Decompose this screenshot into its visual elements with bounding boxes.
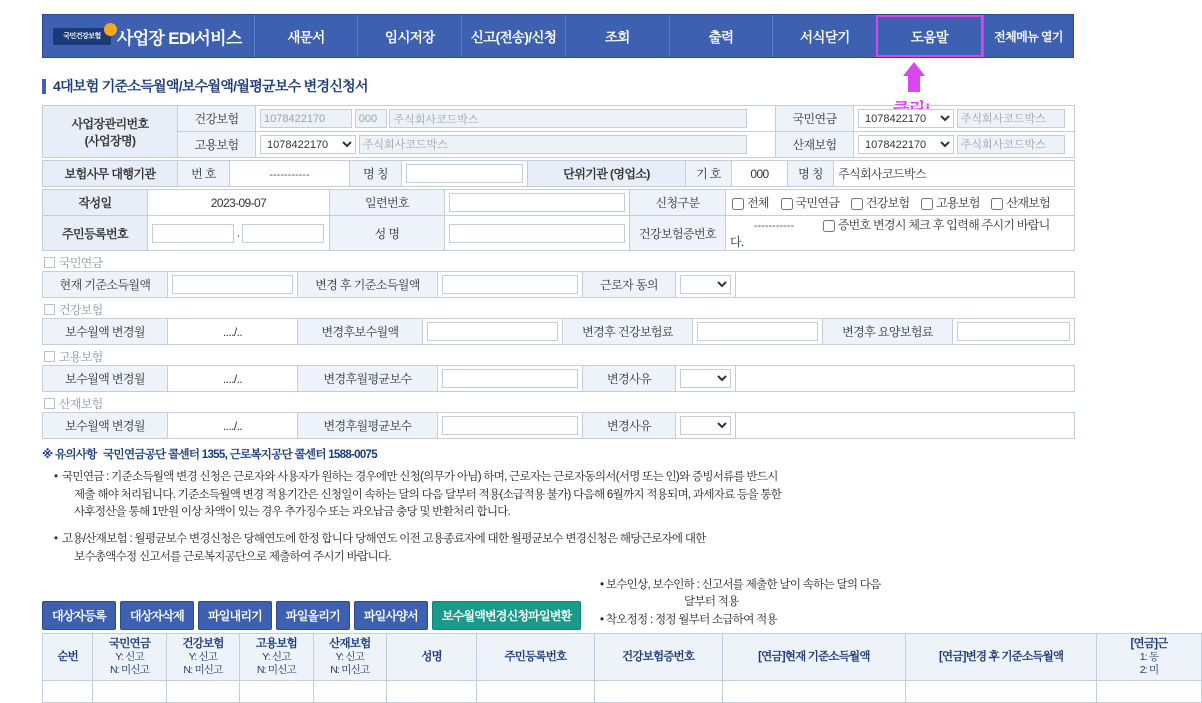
new-base-income-input[interactable]: [442, 275, 578, 294]
col-main: 건강보험증번호: [622, 650, 695, 663]
health-care-fee-input[interactable]: [957, 322, 1070, 341]
apply-type-all-label: 전체: [747, 196, 769, 210]
employ-no-select[interactable]: [260, 135, 356, 154]
table-row: [43, 319, 1075, 345]
table-row: [43, 413, 1075, 439]
employment-detail-table: [42, 365, 1075, 392]
delete-target-button[interactable]: 대상자삭제: [120, 601, 194, 630]
notice-header: [42, 447, 1074, 465]
accident-name-input[interactable]: [957, 135, 1065, 154]
apply-type-employ-checkbox[interactable]: [921, 198, 933, 210]
apply-type-pension[interactable]: [779, 196, 840, 210]
grid-col-name: [386, 634, 476, 681]
apply-type-label: 신청구분: [630, 190, 726, 216]
health-new-pay-label: 변경후보수월액: [298, 319, 423, 345]
col-sub: Y: 신고 N: 미신고: [183, 651, 223, 676]
ssn-cell: .: [148, 216, 330, 251]
health-care-fee-cell: [953, 319, 1075, 345]
person-name-label: 성 명: [330, 216, 445, 251]
new-base-income-label: 변경 후 기준소득월액: [298, 272, 438, 298]
employ-name-input[interactable]: [359, 135, 747, 154]
apply-type-all[interactable]: [730, 196, 769, 210]
table-row: [43, 272, 1075, 298]
brand-title-text: 사업장 EDI서비스: [117, 28, 242, 48]
pointer-arrow-stem-icon: [908, 74, 920, 92]
file-spec-button[interactable]: 파일사양서: [354, 601, 428, 630]
grid-cell: [240, 680, 313, 702]
table-row: [43, 190, 1075, 216]
table-row: [43, 132, 1075, 158]
agency-no-label: 번 호: [178, 161, 230, 187]
serial-no-cell: [445, 190, 630, 216]
section-header-pension: [42, 254, 1074, 271]
target-list-grid: [42, 633, 1168, 703]
table-row: [43, 366, 1075, 392]
accident-new-avg-pay-cell: [438, 413, 583, 439]
apply-type-accident-label: 산재보험: [1006, 196, 1051, 210]
section-checkbox-icon[interactable]: [44, 304, 55, 315]
employ-new-avg-pay-input[interactable]: [442, 369, 578, 388]
apply-type-cell: [726, 190, 1075, 216]
nav-item-inquiry[interactable]: [565, 15, 669, 57]
grid-col-health: [166, 634, 239, 681]
health-new-fee-cell: [693, 319, 823, 345]
accident-insurance-fields: [854, 132, 1075, 158]
notice-line: 사후정산을 통해 1만원 이상 차액이 있는 경우 추가징수 또는 과오납금 충당 및 반환처리 합니다.: [74, 506, 511, 519]
nhis-logo-icon: [53, 28, 111, 45]
grid-col-employment: [240, 634, 313, 681]
health-insurance-fields: [256, 106, 776, 132]
logo-text: 국민건강보험: [63, 32, 101, 40]
section-checkbox-icon[interactable]: [44, 398, 55, 409]
brand-title: [117, 24, 242, 49]
file-download-button[interactable]: 파일내리기: [198, 601, 272, 630]
grid-cell: [1097, 680, 1202, 702]
grid-cell: [93, 680, 166, 702]
grid-col-accident: [313, 634, 386, 681]
accident-change-reason-label: 변경사유: [583, 413, 676, 439]
employ-change-reason-cell: [676, 366, 736, 392]
grid-cell: [477, 680, 594, 702]
grid-table: [42, 633, 1202, 703]
pay-change-file-convert-button[interactable]: 보수월액변경신청파일변환: [432, 601, 582, 630]
serial-no-label: 일련번호: [330, 190, 445, 216]
pension-spacer-cell: [736, 272, 1075, 298]
card-change-checkbox[interactable]: [823, 220, 835, 232]
grid-col-health-card-no: [594, 634, 722, 681]
agency-name-label: 명 칭: [350, 161, 402, 187]
notice-header-mark: ※ 유의사항: [42, 449, 97, 461]
application-info-table: [42, 189, 1075, 251]
accident-detail-table: [42, 412, 1075, 439]
accident-no-select[interactable]: [858, 135, 954, 154]
col-sub: Y: 신고 N: 미신고: [110, 651, 150, 676]
agency-no-cell: [230, 161, 350, 187]
workplace-mgmt-no-label: [43, 106, 178, 158]
nav-item-close-form[interactable]: [772, 15, 876, 57]
grid-col-current-base-income: [722, 634, 906, 681]
right-notes: [600, 577, 881, 629]
employ-change-month-value[interactable]: ..../..: [168, 366, 298, 392]
serial-no-input[interactable]: [449, 193, 625, 212]
unit-name-value: 주식회사코드박스: [834, 161, 1075, 187]
nav-label: 서식닫기: [799, 30, 850, 45]
grid-header-row: [43, 634, 1202, 681]
col-main: 성명: [421, 650, 442, 663]
col-main: 산재보험: [329, 638, 371, 650]
nav-label: 조회: [604, 30, 630, 45]
pension-no-select[interactable]: [858, 109, 954, 128]
apply-type-accident[interactable]: [989, 196, 1050, 210]
table-row: [43, 106, 1075, 132]
grid-col-ssn: [477, 634, 594, 681]
grid-col-pension: [93, 634, 166, 681]
card-change-note: 증번호 변경시 체크 후 입력해 주시기 바랍니다.: [730, 218, 1050, 249]
section-label: 건강보험: [59, 303, 103, 317]
section-label: 국민연금: [59, 256, 103, 270]
register-target-button[interactable]: 대상자등록: [42, 601, 116, 630]
grid-col-new-base-income: [906, 634, 1097, 681]
grid-cell: [386, 680, 476, 702]
apply-type-accident-checkbox[interactable]: [991, 198, 1003, 210]
file-upload-button[interactable]: 파일올리기: [276, 601, 350, 630]
section-header-health: [42, 301, 1074, 318]
employ-change-reason-label: 변경사유: [583, 366, 676, 392]
grid-col-pension-consent: [1097, 634, 1202, 681]
col-main: 순번: [57, 650, 78, 663]
col-main: 건강보험: [182, 638, 224, 650]
grid-cell: [313, 680, 386, 702]
col-sub: Y: 신고 N: 미신고: [256, 651, 296, 676]
col-sub: Y: 신고 N: 미신고: [330, 651, 370, 676]
health-care-fee-label: 변경후 요양보험료: [823, 319, 953, 345]
section-header-employment: [42, 348, 1074, 365]
apply-type-health-checkbox[interactable]: [851, 198, 863, 210]
nav-item-print[interactable]: [669, 15, 773, 57]
form-container: [42, 105, 1074, 439]
section-label: 고용보험: [59, 350, 103, 364]
pension-label: 국민연금: [776, 106, 854, 132]
employment-insurance-label: 고용보험: [178, 132, 256, 158]
nav-label: 출력: [708, 30, 734, 45]
notice-line: 국민연금 : 기준소득월액 변경 신청은 근로자와 사용자가 원하는 경우에만 신청(의무가 아님) 하며, 근로자는 근로자동의서(서명 또는 인)와 증빙서류를 반드시: [62, 470, 778, 483]
ssn-front-input[interactable]: [152, 224, 234, 243]
write-date-label: 작성일: [43, 190, 148, 216]
accident-new-avg-pay-input[interactable]: [442, 416, 578, 435]
nav-label: 신고(전송)/신청: [470, 30, 557, 45]
accident-insurance-label: 산재보험: [776, 132, 854, 158]
current-base-income-label: 현재 기준소득월액: [43, 272, 168, 298]
action-button-bar: [42, 601, 581, 630]
apply-type-all-checkbox[interactable]: [732, 198, 744, 210]
health-new-pay-input[interactable]: [427, 322, 558, 341]
employ-new-avg-pay-cell: [438, 366, 583, 392]
health-change-month-value[interactable]: ..../..: [168, 319, 298, 345]
col-main: 고용보험: [255, 638, 297, 650]
current-base-income-cell: [168, 272, 298, 298]
agency-name-cell: [402, 161, 528, 187]
worker-consent-cell: [676, 272, 736, 298]
notice-line: 제출 해야 처리됩니다. 기준소득월액 변경 적용기간은 신청일이 속하는 달의 다음 달부터 적용(소급적용 불가) 다음해 6월까지 적용되며, 과세자료 등을 통한: [74, 488, 782, 501]
page-title: [42, 76, 368, 96]
health-no-input[interactable]: [260, 109, 352, 128]
col-main: [연금]현재 기준소득월액: [758, 650, 870, 663]
grid-cell: [43, 680, 93, 702]
worker-consent-select[interactable]: [680, 275, 731, 294]
nav-label: 전체메뉴 열기: [994, 29, 1063, 44]
table-row[interactable]: [43, 680, 1202, 702]
table-row: [43, 216, 1075, 251]
health-card-no-label: 건강보험증번호: [630, 216, 726, 251]
agency-label: 보험사무 대행기관: [43, 161, 178, 187]
right-note-line-3: • 착오정정 : 정정 월부터 소급하여 적용: [600, 613, 777, 626]
logo-dot-icon: [104, 23, 117, 36]
agency-name-input[interactable]: [406, 164, 523, 183]
nav-item-submit[interactable]: [461, 15, 565, 57]
apply-type-pension-label: 국민연금: [795, 196, 840, 210]
notice-item-employment: [54, 531, 1074, 567]
grid-cell: [594, 680, 722, 702]
right-note-line-1: • 보수인상, 보수인하 : 신고서를 제출한 날이 속하는 달의 다음: [600, 579, 881, 591]
nav-item-new-doc[interactable]: [254, 15, 358, 57]
employ-new-avg-pay-label: 변경후월평균보수: [298, 366, 438, 392]
workplace-info-table: [42, 105, 1075, 158]
label-line1: 사업장관리번호: [71, 116, 149, 131]
pension-name-input[interactable]: [957, 109, 1065, 128]
brand-area: [43, 15, 254, 57]
health-name-input[interactable]: [389, 109, 747, 128]
section-checkbox-icon[interactable]: [44, 257, 55, 268]
health-new-fee-input[interactable]: [697, 322, 818, 341]
agency-no-value: -----------: [269, 168, 310, 181]
health-new-pay-cell: [423, 319, 563, 345]
new-base-income-cell: [438, 272, 583, 298]
health-change-month-label: 보수월액 변경월: [43, 319, 168, 345]
employ-change-reason-select[interactable]: [680, 369, 731, 388]
accident-change-reason-cell: [676, 413, 736, 439]
health-detail-table: [42, 318, 1075, 345]
notice-list: [42, 469, 1074, 567]
table-row: [43, 161, 1075, 187]
accident-new-avg-pay-label: 변경후월평균보수: [298, 413, 438, 439]
ssn-back-input[interactable]: [242, 224, 324, 243]
notice-header-text: 국민연금공단 콜센터 1355, 근로복지공단 콜센터 1588-0075: [103, 449, 377, 461]
notice-line: 고용/산재보험 : 월평균보수 변경신청은 당해연도에 한정 합니다 당해연도 이전 고용종료자에 대한 월평균보수 변경신청은 해당근로자에 대한: [62, 533, 706, 546]
health-sub-input[interactable]: [355, 109, 387, 128]
health-card-no-value: -----------: [753, 220, 795, 232]
worker-consent-label: 근로자 동의: [583, 272, 676, 298]
pension-fields: [854, 106, 1075, 132]
nav-item-full-menu[interactable]: [983, 15, 1073, 57]
health-insurance-label: 건강보험: [178, 106, 256, 132]
unit-name-label: 명 칭: [788, 161, 834, 187]
page-title-text: 4대보험 기준소득월액/보수월액/월평균보수 변경신청서: [53, 78, 368, 94]
accident-change-month-value[interactable]: ..../..: [168, 413, 298, 439]
person-name-input[interactable]: [449, 224, 625, 243]
unit-code-label: 기 호: [686, 161, 732, 187]
nav-label: 임시저장: [384, 30, 435, 45]
grid-cell: [166, 680, 239, 702]
section-checkbox-icon[interactable]: [44, 351, 55, 362]
label-line2: (사업장명): [84, 133, 136, 148]
apply-type-employ-label: 고용보험: [936, 196, 980, 210]
apply-type-health[interactable]: [849, 196, 910, 210]
nav-item-temp-save[interactable]: [357, 15, 461, 57]
apply-type-employ[interactable]: [919, 196, 980, 210]
notice-area: [42, 447, 1074, 569]
employment-insurance-fields: [256, 132, 776, 158]
right-note-line-2: 달부터 적용: [684, 596, 739, 609]
ssn-label: 주민등록번호: [43, 216, 148, 251]
notice-line: 보수총액수정 신고서를 근로복지공단으로 제출하여 주시기 바랍니다.: [74, 551, 391, 564]
accident-spacer-cell: [736, 413, 1075, 439]
apply-type-pension-checkbox[interactable]: [781, 198, 793, 210]
unit-org-label: 단위기관 (영업소): [528, 161, 686, 187]
title-bar-icon: [42, 79, 46, 94]
person-name-cell: [445, 216, 630, 251]
health-card-cell: [726, 216, 1075, 251]
col-main: [연금]변경 후 기준소득월액: [938, 650, 1064, 663]
accident-change-month-label: 보수월액 변경월: [43, 413, 168, 439]
section-label: 산재보험: [59, 397, 103, 411]
nav-label: 새문서: [287, 30, 325, 45]
apply-type-health-label: 건강보험: [865, 196, 910, 210]
section-header-accident: [42, 395, 1074, 412]
employ-change-month-label: 보수월액 변경월: [43, 366, 168, 392]
pension-detail-table: [42, 271, 1075, 298]
nav-item-help[interactable]: [876, 15, 983, 57]
write-date-value: 2023-09-07: [148, 190, 330, 216]
col-main: 주민등록번호: [504, 650, 567, 663]
employ-spacer-cell: [736, 366, 1075, 392]
agency-table: [42, 160, 1075, 187]
nav-label: 도움말: [910, 30, 949, 45]
current-base-income-input[interactable]: [172, 275, 293, 294]
col-main: [연금]근: [1130, 638, 1168, 650]
col-main: 국민연금: [108, 638, 151, 650]
health-new-fee-label: 변경후 건강보험료: [563, 319, 693, 345]
unit-code-value: 000: [732, 161, 788, 187]
grid-cell: [722, 680, 906, 702]
accident-change-reason-select[interactable]: [680, 416, 731, 435]
grid-cell: [906, 680, 1097, 702]
grid-col-seq: [43, 634, 93, 681]
col-sub: 1: 동 2: 미: [1139, 651, 1159, 676]
notice-item-pension: [54, 469, 1074, 522]
top-navigation: [42, 14, 1074, 58]
